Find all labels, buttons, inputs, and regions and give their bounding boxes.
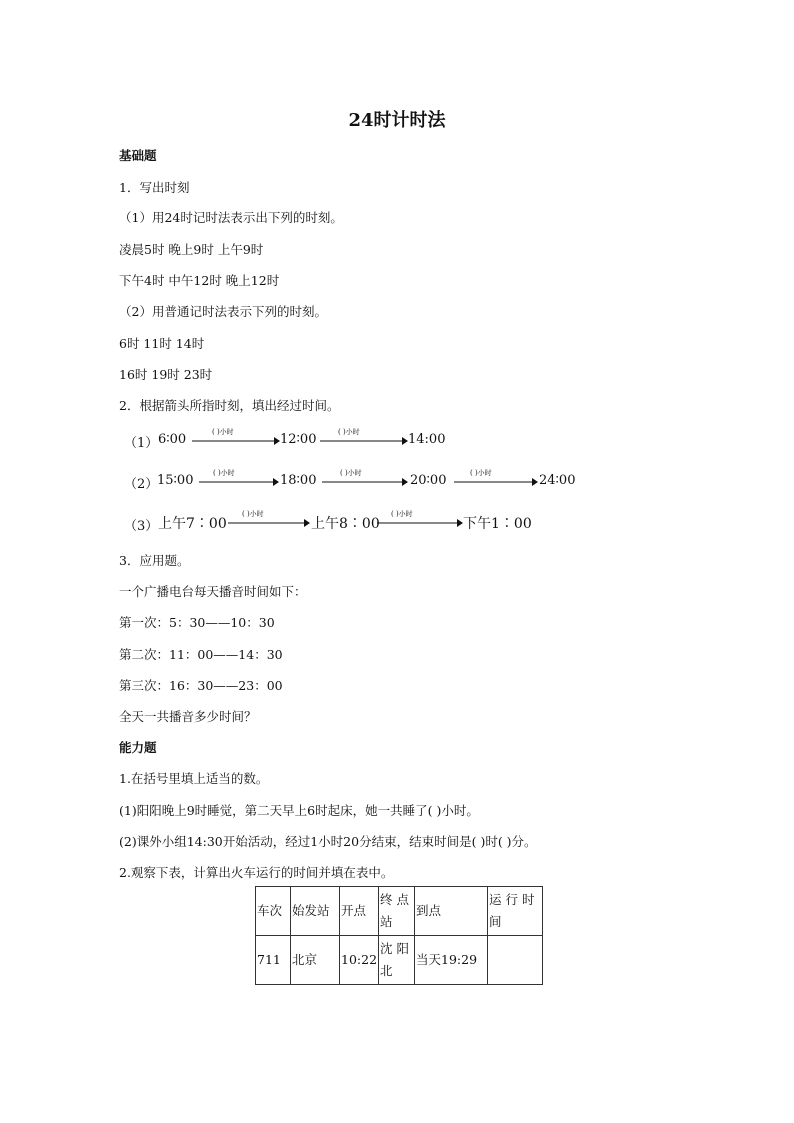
time-mark: 12∶00	[280, 432, 317, 447]
section-heading-advanced: 能力题	[119, 740, 157, 755]
table-header-row	[256, 887, 543, 936]
arrow-row-num: （1）	[124, 436, 159, 451]
q1-part1: （1）用24时记时法表示出下列的时刻。	[119, 210, 343, 225]
table-cell: 711	[256, 936, 291, 985]
arrow-label: ( )小时	[391, 510, 413, 518]
arrow-label: ( )小时	[338, 428, 360, 436]
time-mark: 24∶00	[539, 473, 576, 488]
arrow-label: ( )小时	[340, 469, 362, 477]
q1-part2: （2）用普通记时法表示下列的时刻。	[119, 304, 327, 319]
q3-first: 第一次：5：30——10：30	[119, 615, 275, 630]
table-row	[256, 936, 543, 985]
table-header-cell: 运 行 时 间	[488, 887, 543, 936]
section-heading-basic: 基础题	[119, 148, 157, 163]
table-header-cell: 车次	[256, 887, 291, 936]
arrow-icon	[377, 510, 463, 530]
table-cell: 当天19:29	[415, 936, 488, 985]
table-header-cell: 终 点 站	[379, 887, 415, 936]
time-mark: 14:00	[408, 432, 446, 447]
arrow-label: ( )小时	[213, 469, 235, 477]
q3-third: 第三次：16：30——23：00	[119, 678, 283, 693]
arrow-icon	[322, 469, 408, 489]
time-mark: 上午7∶00	[158, 516, 227, 532]
arrow-row-num: （3）	[124, 519, 159, 534]
adv-q1-item2: (2)课外小组14:30开始活动，经过1小时20分结束，结束时间是( )时( )分。	[119, 834, 537, 849]
arrow-icon	[320, 428, 408, 448]
time-mark: 20∶00	[410, 473, 447, 488]
q3-label: 3．应用题。	[119, 553, 190, 568]
q3-question: 全天一共播音多少时间？	[119, 709, 257, 724]
q1-row4: 16时 19时 23时	[119, 367, 213, 382]
arrow-label: ( )小时	[212, 428, 234, 436]
time-mark: 上午8∶00	[311, 516, 380, 532]
time-mark: 下午1∶00	[463, 516, 532, 532]
q1-label: 1．写出时刻	[119, 180, 190, 195]
arrow-label: ( )小时	[242, 510, 264, 518]
adv-q1-item1: (1)阳阳晚上9时睡觉，第二天早上6时起床，她一共睡了( )小时。	[119, 803, 479, 818]
table-header-cell: 始发站	[291, 887, 340, 936]
table-cell: 10:22	[340, 936, 379, 985]
q1-row2: 下午4时 中午12时 晚上12时	[119, 273, 280, 288]
q3-intro: 一个广播电台每天播音时间如下：	[119, 584, 307, 599]
arrow-icon	[192, 428, 280, 448]
page-title: 24时计时法	[348, 110, 446, 131]
q1-row3: 6时 11时 14时	[119, 336, 205, 351]
arrow-label: ( )小时	[470, 469, 492, 477]
adv-q1-label: 1.在括号里填上适当的数。	[119, 771, 269, 786]
table-cell-empty[interactable]	[488, 936, 543, 985]
train-schedule-table	[255, 886, 543, 985]
adv-q2-label: 2.观察下表，计算出火车运行的时间并填在表中。	[119, 865, 394, 880]
table-header-cell: 到点	[415, 887, 488, 936]
table-header-cell: 开点	[340, 887, 379, 936]
arrow-row-num: （2）	[124, 477, 159, 492]
table-cell: 北京	[291, 936, 340, 985]
time-mark: 6∶00	[158, 432, 187, 447]
arrow-icon	[454, 469, 538, 489]
q3-second: 第二次：11：00——14：30	[119, 647, 283, 662]
q2-label: 2．根据箭头所指时刻，填出经过时间。	[119, 398, 340, 413]
table-cell: 沈 阳 北	[379, 936, 415, 985]
arrow-icon	[228, 510, 310, 530]
q1-row1: 凌晨5时 晚上9时 上午9时	[119, 242, 264, 257]
time-mark: 18∶00	[280, 473, 317, 488]
time-mark: 15∶00	[157, 473, 194, 488]
arrow-icon	[199, 469, 279, 489]
